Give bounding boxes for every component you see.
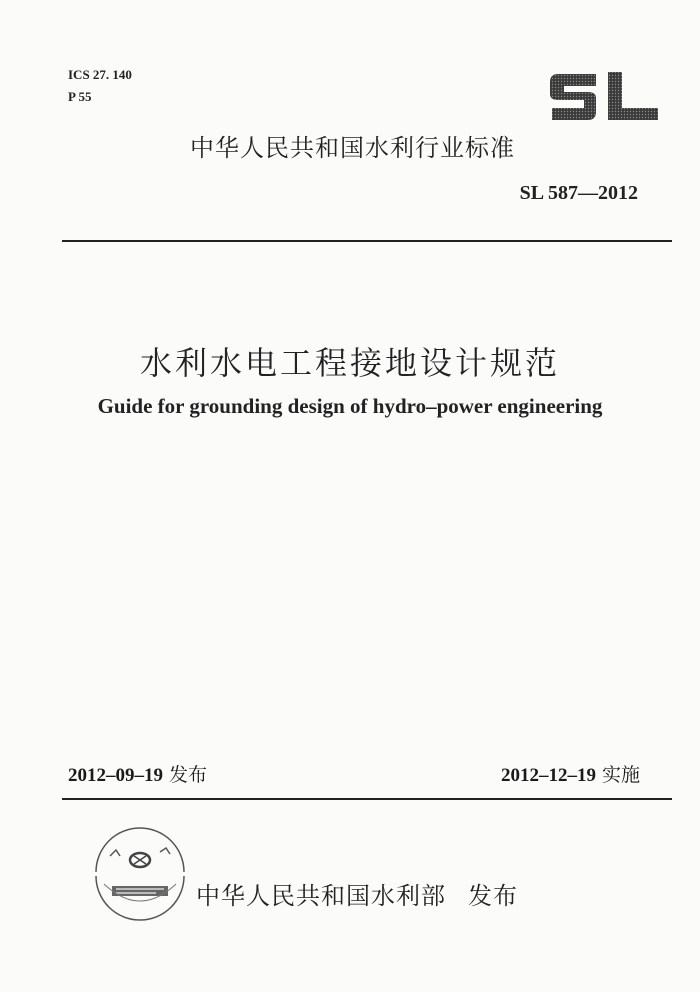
implement-date-block (501, 760, 640, 787)
standard-number: SL 587—2012 (519, 182, 638, 204)
issue-date: 2012–09–19 (68, 765, 163, 786)
bottom-divider (62, 798, 672, 800)
standard-type: 中华人民共和国水利行业标准 (190, 134, 515, 162)
category-code: P 55 (68, 89, 92, 104)
publisher-action: 发布 (468, 882, 518, 910)
issue-label: 发布 (169, 764, 208, 786)
ics-code: ICS 27. 140 (68, 67, 132, 82)
implement-date: 2012–12–19 (500, 765, 596, 786)
publisher-line (196, 876, 518, 911)
implement-label: 实施 (601, 764, 640, 786)
top-divider (62, 240, 672, 242)
issue-date-block (68, 760, 207, 787)
sl-logo-icon (548, 68, 660, 126)
publisher-seal-icon (90, 822, 190, 922)
publisher-name: 中华人民共和国水利部 (196, 882, 446, 910)
classification-codes (68, 64, 132, 108)
title-chinese: 水利水电工程接地设计规范 (139, 344, 560, 382)
title-english: Guide for grounding design of hydro–power engineering (97, 394, 603, 418)
